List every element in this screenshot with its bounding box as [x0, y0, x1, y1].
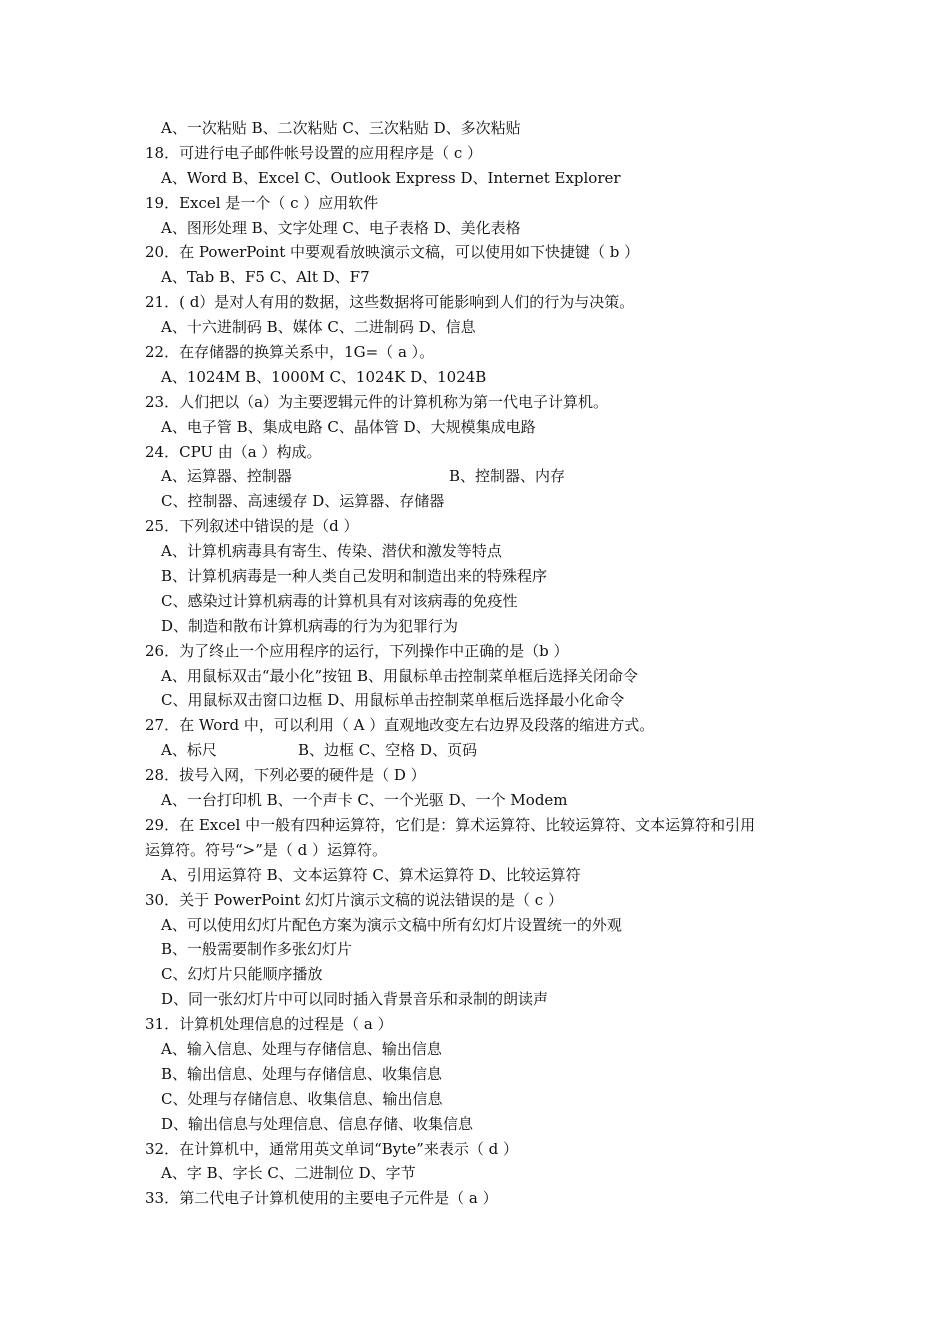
option-line: B、输出信息、处理与存储信息、收集信息 [161, 1064, 443, 1083]
question-line: 27．在 Word 中，可以利用（ A ）直观地改变左右边界及段落的缩进方式。 [145, 716, 655, 735]
option-line: B、计算机病毒是一种人类自己发明和制造出来的特殊程序 [161, 567, 548, 586]
option-line [145, 738, 825, 763]
option-line: C、感染过计算机病毒的计算机具有对该病毒的免疫性 [161, 591, 518, 610]
option-line: A、字 B、字长 C、二进制位 D、字节 [161, 1164, 416, 1183]
option-part: B、边框 C、空格 D、页码 [298, 741, 478, 760]
question-line: 32．在计算机中，通常用英文单词“Byte”来表示（ d ） [145, 1139, 518, 1158]
option-line: A、一次粘贴 B、二次粘贴 C、三次粘贴 D、多次粘贴 [161, 119, 521, 137]
question-line: 23．人们把以（a）为主要逻辑元件的计算机称为第一代电子计算机。 [145, 392, 609, 411]
option-line: A、Word B、Excel C、Outlook Express D、Internet Explorer [161, 168, 621, 187]
option-line: D、同一张幻灯片中可以同时插入背景音乐和录制的朗读声 [161, 990, 549, 1009]
option-line: A、可以使用幻灯片配色方案为演示文稿中所有幻灯片设置统一的外观 [161, 915, 622, 934]
option-line: A、一台打印机 B、一个声卡 C、一个光驱 D、一个 Modem [161, 791, 568, 810]
option-line: A、电子管 B、集成电路 C、晶体管 D、大规模集成电路 [161, 417, 536, 436]
option-line: D、输出信息与处理信息、信息存储、收集信息 [161, 1114, 474, 1133]
option-line: D、制造和散布计算机病毒的行为为犯罪行为 [161, 616, 459, 635]
question-line: 21．( d）是对人有用的数据，这些数据将可能影响到人们的行为与决策。 [145, 293, 635, 312]
question-line: 28．拔号入网，下列必要的硬件是（ D ） [145, 766, 426, 785]
question-line: 20．在 PowerPoint 中要观看放映演示文稿，可以使用如下快捷键（ b ） [145, 243, 640, 262]
question-line: 31．计算机处理信息的过程是（ a ） [145, 1015, 393, 1034]
option-line: C、处理与存储信息、收集信息、输出信息 [161, 1089, 443, 1108]
option-line: C、用鼠标双击窗口边框 D、用鼠标单击控制菜单框后选择最小化命令 [161, 691, 625, 710]
option-line: A、用鼠标双击“最小化”按钮 B、用鼠标单击控制菜单框后选择关闭命令 [161, 666, 638, 685]
option-line: A、十六进制码 B、媒体 C、二进制码 D、信息 [161, 318, 476, 337]
option-line: A、输入信息、处理与存储信息、输出信息 [161, 1039, 442, 1058]
option-part: A、运算器、控制器 [161, 467, 292, 486]
option-line: C、幻灯片只能顺序播放 [161, 965, 323, 984]
option-part: A、标尺 [161, 741, 217, 760]
option-part: B、控制器、内存 [449, 467, 566, 486]
option-line: C、控制器、高速缓存 D、运算器、存储器 [161, 492, 445, 511]
question-line: 22．在存储器的换算关系中，1G=（ a ）。 [145, 343, 435, 362]
question-line: 18．可进行电子邮件帐号设置的应用程序是（ c ） [145, 143, 483, 162]
option-line: A、引用运算符 B、文本运算符 C、算术运算符 D、比较运算符 [161, 865, 581, 884]
option-line: A、图形处理 B、文字处理 C、电子表格 D、美化表格 [161, 218, 521, 237]
question-line: 25．下列叙述中错误的是（d ） [145, 517, 359, 536]
option-line [145, 464, 825, 489]
question-line: 29．在 Excel 中一般有四种运算符，它们是：算术运算符、比较运算符、文本运算符和引用 [145, 815, 756, 834]
question-line: 26．为了终止一个应用程序的运行，下列操作中正确的是（b ） [145, 641, 569, 660]
question-line: 33．第二代电子计算机使用的主要电子元件是（ a ） [145, 1189, 498, 1208]
option-line: A、Tab B、F5 C、Alt D、F7 [161, 268, 370, 287]
option-line: A、计算机病毒具有寄生、传染、潜伏和激发等特点 [161, 542, 502, 561]
question-line: 19．Excel 是一个（ c ）应用软件 [145, 193, 379, 212]
option-line: B、一般需要制作多张幻灯片 [161, 940, 353, 959]
question-line: 24．CPU 由（a ）构成。 [145, 442, 322, 461]
question-line: 运算符。符号“>”是（ d ）运算符。 [145, 840, 388, 859]
option-line: A、1024M B、1000M C、1024K D、1024B [161, 367, 487, 386]
question-list [145, 116, 825, 1211]
question-line: 30．关于 PowerPoint 幻灯片演示文稿的说法错误的是（ c ） [145, 890, 563, 909]
